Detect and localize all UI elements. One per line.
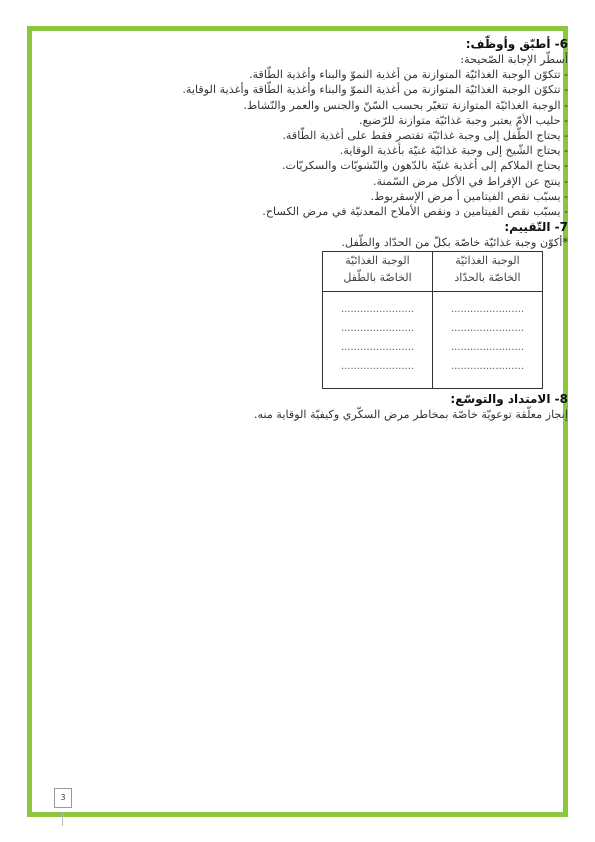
table-cell-child[interactable] <box>323 292 433 389</box>
section-8-heading: 8- الامتداد والتوسّع: <box>450 392 568 407</box>
answer-item: - ينتج عن الإفراط في الأكل مرض السّمنة. <box>373 174 568 188</box>
table-cell-blacksmith[interactable] <box>433 292 543 389</box>
section-7-heading: 7- التّقييم: <box>504 220 568 235</box>
section-8-text: إنجاز معلّقة توعويّة خاصّة بمخاطر مرض السكّري وكيفيّة الوقاية منه. <box>253 408 568 422</box>
worksheet-content <box>40 36 568 423</box>
table-header-child: الوجبة الغذائيّة الخاصّة بالطّفل <box>323 252 433 292</box>
dotted-answer-line: ....................... <box>450 342 525 354</box>
section-6-heading: 6- أطبّق وأوظّف: <box>465 37 568 51</box>
answer-item: - يسبّب نقص الفيتامين د ونقص الأملاح المعدنيّة في مرض الكساح. <box>262 205 568 219</box>
table-header-blacksmith: الوجبة الغذائيّة الخاصّة بالحدّاد <box>433 252 543 292</box>
dotted-answer-line: ....................... <box>340 304 415 316</box>
dotted-answer-line: ....................... <box>450 361 525 373</box>
dotted-answer-line: ....................... <box>450 304 525 316</box>
section-6-instruction: أسطّر الإجابة الصّحيحة: <box>460 53 568 66</box>
answer-item: - يحتاج الطّفل إلى وجبة غذائيّة تقتصر فقط على أغذية الطّاقة. <box>282 129 568 143</box>
dotted-answer-line: ....................... <box>340 323 415 335</box>
dotted-answer-line: ....................... <box>340 342 415 354</box>
page-margin-marker <box>62 812 63 826</box>
page-number: 3 <box>54 788 72 808</box>
section-7-instruction: *أكوّن وجبة غذائيّة خاصّة بكلّ من الحدّاد والطّفل. <box>341 236 568 250</box>
answer-item: - تتكوّن الوجبة الغذائيّة المتوازنة من أغذية النموّ والبناء وأغذية الطّاقة. <box>248 68 568 82</box>
answer-item: - الوجبة الغذائيّة المتوازنة تتغيّر بحسب السّنّ والجنس والعمر والنّشاط. <box>243 98 568 112</box>
answer-item: - يسبّب نقص الفيتامين أ مرض الإسقربوط. <box>370 189 568 203</box>
answer-item: - يحتاج الشّيخ إلى وجبة غذائيّة غنيّة بأغذية الوقاية. <box>339 144 568 158</box>
meal-table <box>322 251 543 389</box>
answer-item: - يحتاج الملاكم إلى أغذية غنيّة بالدّهون والنّشويّات والسكريّات. <box>281 159 568 173</box>
dotted-answer-line: ....................... <box>340 361 415 373</box>
dotted-answer-line: ....................... <box>450 323 525 335</box>
answer-item: - حليب الأمّ يعتبر وجبة غذائيّة متوازنة للرّضيع. <box>359 113 568 127</box>
answer-item: - تتكوّن الوجبة الغذائيّة المتوازنة من أغذية النموّ والبناء وأغذية الطّاقة وأغذية الوقاية. <box>182 83 568 97</box>
